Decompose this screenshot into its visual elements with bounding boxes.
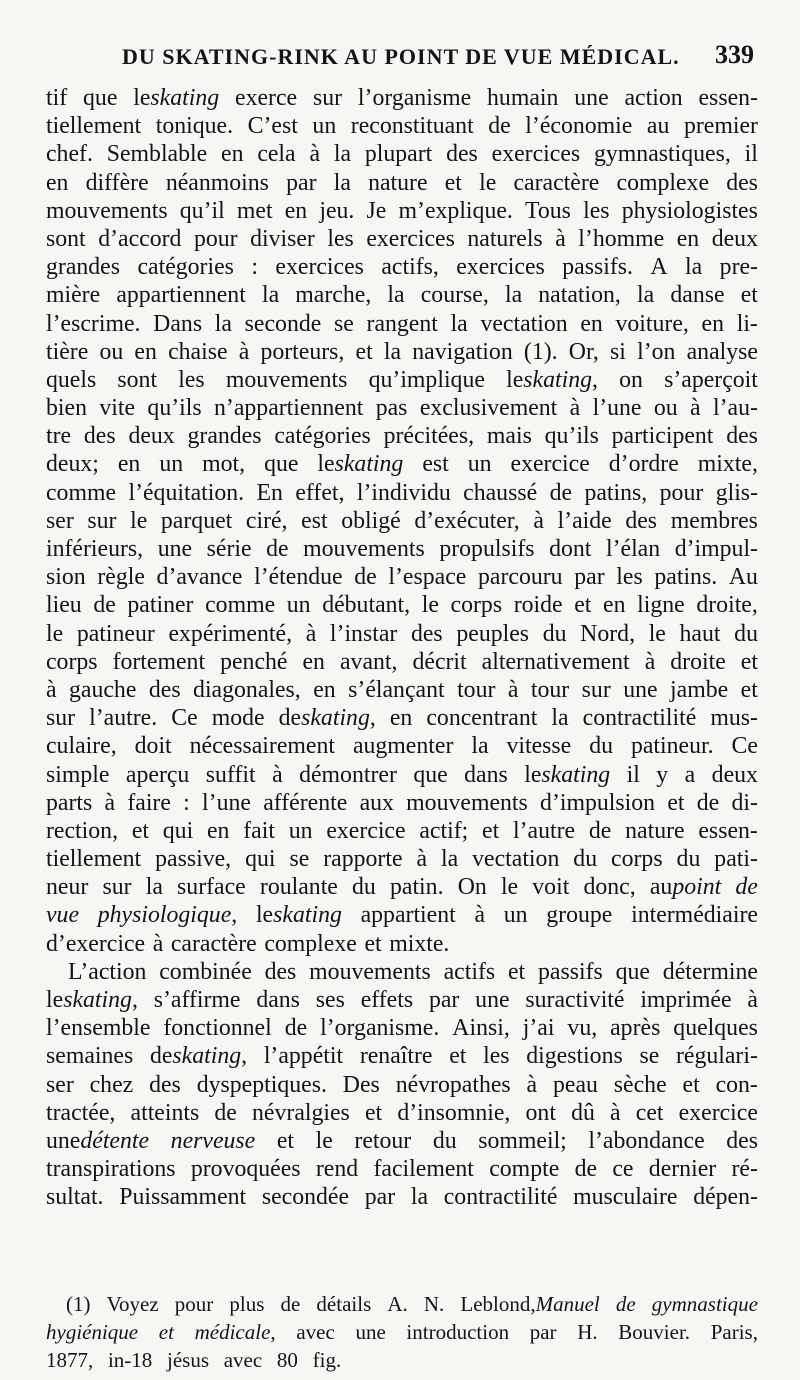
- body-text-line: tractée, atteints de névralgies et d’insomnie, ont dû à cet exercice: [46, 1099, 758, 1126]
- body-text-line: corps fortement penché en avant, décrit alternativement à droite et: [46, 648, 758, 675]
- body-text-line: rection, et qui en fait un exercice actif; et l’autre de nature essen-: [46, 817, 758, 844]
- body-text-line: sultat. Puissamment secondée par la contractilité musculaire dépen-: [46, 1184, 758, 1211]
- body-text-line: le patineur expérimenté, à l’instar des peuples du Nord, le haut du: [46, 620, 758, 647]
- body-text-line: grandes catégories : exercices actifs, exercices passifs. A la pre-: [46, 254, 758, 281]
- body-text-line: l’escrime. Dans la seconde se rangent la vectation en voiture, en li-: [46, 310, 758, 337]
- body-text-line: d’exercice à caractère complexe et mixte.: [46, 930, 450, 957]
- body-text-line: à gauche des diagonales, en s’élançant tour à tour sur une jambe et: [46, 676, 758, 703]
- body-text-line: tif que leskating exerce sur l’organisme humain une action essen-: [46, 85, 758, 111]
- body-text-line: tiellement passive, qui se rapporte à la vectation du corps du pati-: [46, 846, 758, 873]
- running-head: DU SKATING-RINK AU POINT DE VUE MÉDICAL.: [122, 44, 680, 69]
- body-text-line: parts à faire : l’une afférente aux mouvements d’impulsion et de di-: [46, 789, 758, 816]
- body-text-line: leskating, s’affirme dans ses effets par une suractivité imprimée à: [46, 987, 758, 1013]
- body-text-line: unedétente nerveuse et le retour du sommeil; l’abondance des: [46, 1127, 758, 1154]
- page-header: [44, 40, 756, 76]
- body-text-line: mière appartiennent la marche, la course, la natation, la danse et: [46, 282, 758, 309]
- footnote-line: hygiénique et médicale, avec une introduction par H. Bouvier. Paris,: [46, 1320, 758, 1344]
- footnotes: [46, 1290, 758, 1374]
- footnote-line: (1) Voyez pour plus de détails A. N. Leblond,Manuel de gymnastique: [66, 1292, 758, 1316]
- page-number: 339: [715, 40, 754, 69]
- body-text-line: quels sont les mouvements qu’implique leskating, on s’aperçoit: [46, 366, 758, 393]
- body-text-line: tre des deux grandes catégories précitées, mais qu’ils participent des: [46, 423, 758, 450]
- body-text-line: ser sur le parquet ciré, est obligé d’exécuter, à l’aide des membres: [46, 507, 758, 534]
- body-text-line: lieu de patiner comme un débutant, le corps roide et en ligne droite,: [46, 592, 758, 619]
- body-text: [46, 84, 758, 1212]
- body-text-line: vue physiologique, leskating appartient à un groupe intermédiaire: [46, 902, 758, 929]
- body-text-line: sur l’autre. Ce mode deskating, en concentrant la contractilité mus-: [46, 705, 758, 732]
- body-text-line: ser chez des dyspeptiques. Des névropathes à peau sèche et con-: [46, 1071, 758, 1098]
- body-text-line: simple aperçu suffit à démontrer que dans leskating il y a deux: [46, 761, 758, 788]
- body-text-line: semaines deskating, l’appétit renaître et les digestions se régulari-: [46, 1043, 758, 1070]
- body-text-line: inférieurs, une série de mouvements propulsifs dont l’élan d’impul-: [46, 536, 758, 562]
- body-text-line: chef. Semblable en cela à la plupart des exercices gymnastiques, il: [46, 141, 758, 168]
- body-text-line: culaire, doit nécessairement augmenter la vitesse du patineur. Ce: [46, 733, 758, 760]
- body-text-line: en diffère néanmoins par la nature et le caractère complexe des: [46, 169, 758, 196]
- body-text-line: tière ou en chaise à porteurs, et la navigation (1). Or, si l’on analyse: [46, 338, 758, 365]
- body-text-line: transpirations provoquées rend facilement compte de ce dernier ré-: [46, 1156, 758, 1183]
- body-text-line: sion règle d’avance l’étendue de l’espace parcouru par les patins. Au: [46, 564, 758, 591]
- body-text-line: bien vite qu’ils n’appartiennent pas exclusivement à l’une ou à l’au-: [46, 395, 758, 422]
- body-text-line: comme l’équitation. En effet, l’individu chaussé de patins, pour glis-: [46, 479, 758, 506]
- body-text-line: mouvements qu’il met en jeu. Je m’explique. Tous les physiologistes: [46, 197, 758, 224]
- body-text-line: deux; en un mot, que leskating est un exercice d’ordre mixte,: [46, 451, 758, 478]
- body-text-line: neur sur la surface roulante du patin. On le voit donc, aupoint de: [46, 874, 758, 901]
- footnote-line: 1877, in-18 jésus avec 80 fig.: [46, 1348, 342, 1372]
- body-text-line: L’action combinée des mouvements actifs et passifs que détermine: [68, 958, 758, 985]
- body-text-line: l’ensemble fonctionnel de l’organisme. Ainsi, j’ai vu, après quelques: [46, 1015, 758, 1042]
- body-text-line: sont d’accord pour diviser les exercices naturels à l’homme en deux: [46, 225, 758, 252]
- body-text-line: tiellement tonique. C’est un reconstituant de l’économie au premier: [46, 113, 758, 140]
